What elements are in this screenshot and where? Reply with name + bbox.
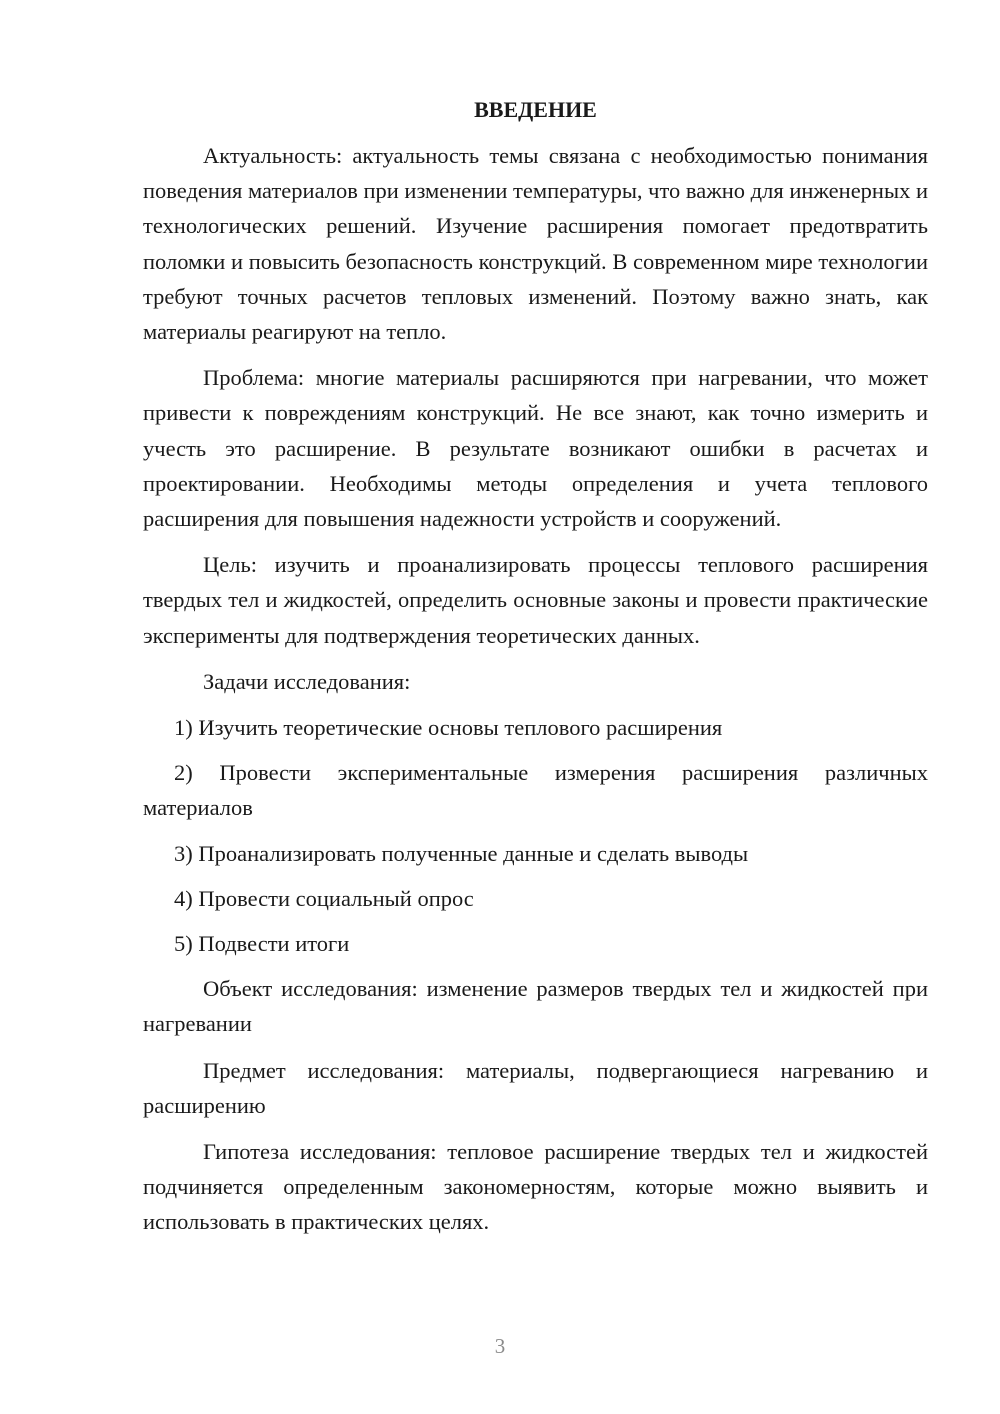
- subject-paragraph: Предмет исследования: материалы, подвергающиеся нагреванию и расширению: [143, 1057, 928, 1118]
- page-number: 3: [494, 1334, 506, 1358]
- object-paragraph: Объект исследования: изменение размеров твердых тел и жидкостей при нагревании: [143, 976, 928, 1037]
- relevance-paragraph: Актуальность: актуальность темы связана с необходимостью понимания поведения материалов при изменении температуры, что важно для инженерных и технологических решений. Изучение расширения помогает предотвратить поломки и повысить безопасность конструкций. В современном мире технологии требуют точных расчетов тепловых изменений. Поэтому важно знать, как материалы реагируют на тепло.: [143, 143, 929, 345]
- list-item: 2) Провести экспериментальные измерения расширения различных материалов: [143, 760, 928, 821]
- hypothesis-paragraph: Гипотеза исследования: тепловое расширение твердых тел и жидкостей подчиняется определенным закономерностям, которые можно выявить и использовать в практических целях.: [143, 1139, 928, 1235]
- list-item: 3) Проанализировать полученные данные и сделать выводы: [174, 840, 749, 866]
- list-item: 4) Провести социальный опрос: [174, 885, 474, 911]
- tasks-list: [143, 710, 928, 961]
- problem-paragraph: Проблема: многие материалы расширяются при нагревании, что может привести к повреждениям конструкций. Не все знают, как точно измерить и учесть это расширение. В результате возникают ошибки в расчетах и проектировании. Необходимы методы определения и учета теплового расширения для повышения надежности устройств и сооружений.: [143, 365, 928, 532]
- page-title: ВВЕДЕНИЕ: [474, 97, 597, 122]
- list-item: 5) Подвести итоги: [174, 931, 350, 957]
- tasks-heading: Задачи исследования:: [203, 668, 411, 694]
- list-item: 1) Изучить теоретические основы теплового расширения: [174, 715, 723, 741]
- document-page: [143, 92, 928, 1251]
- goal-paragraph: Цель: изучить и проанализировать процессы теплового расширения твердых тел и жидкостей, определить основные законы и провести практические эксперименты для подтверждения теоретических данных.: [143, 552, 928, 648]
